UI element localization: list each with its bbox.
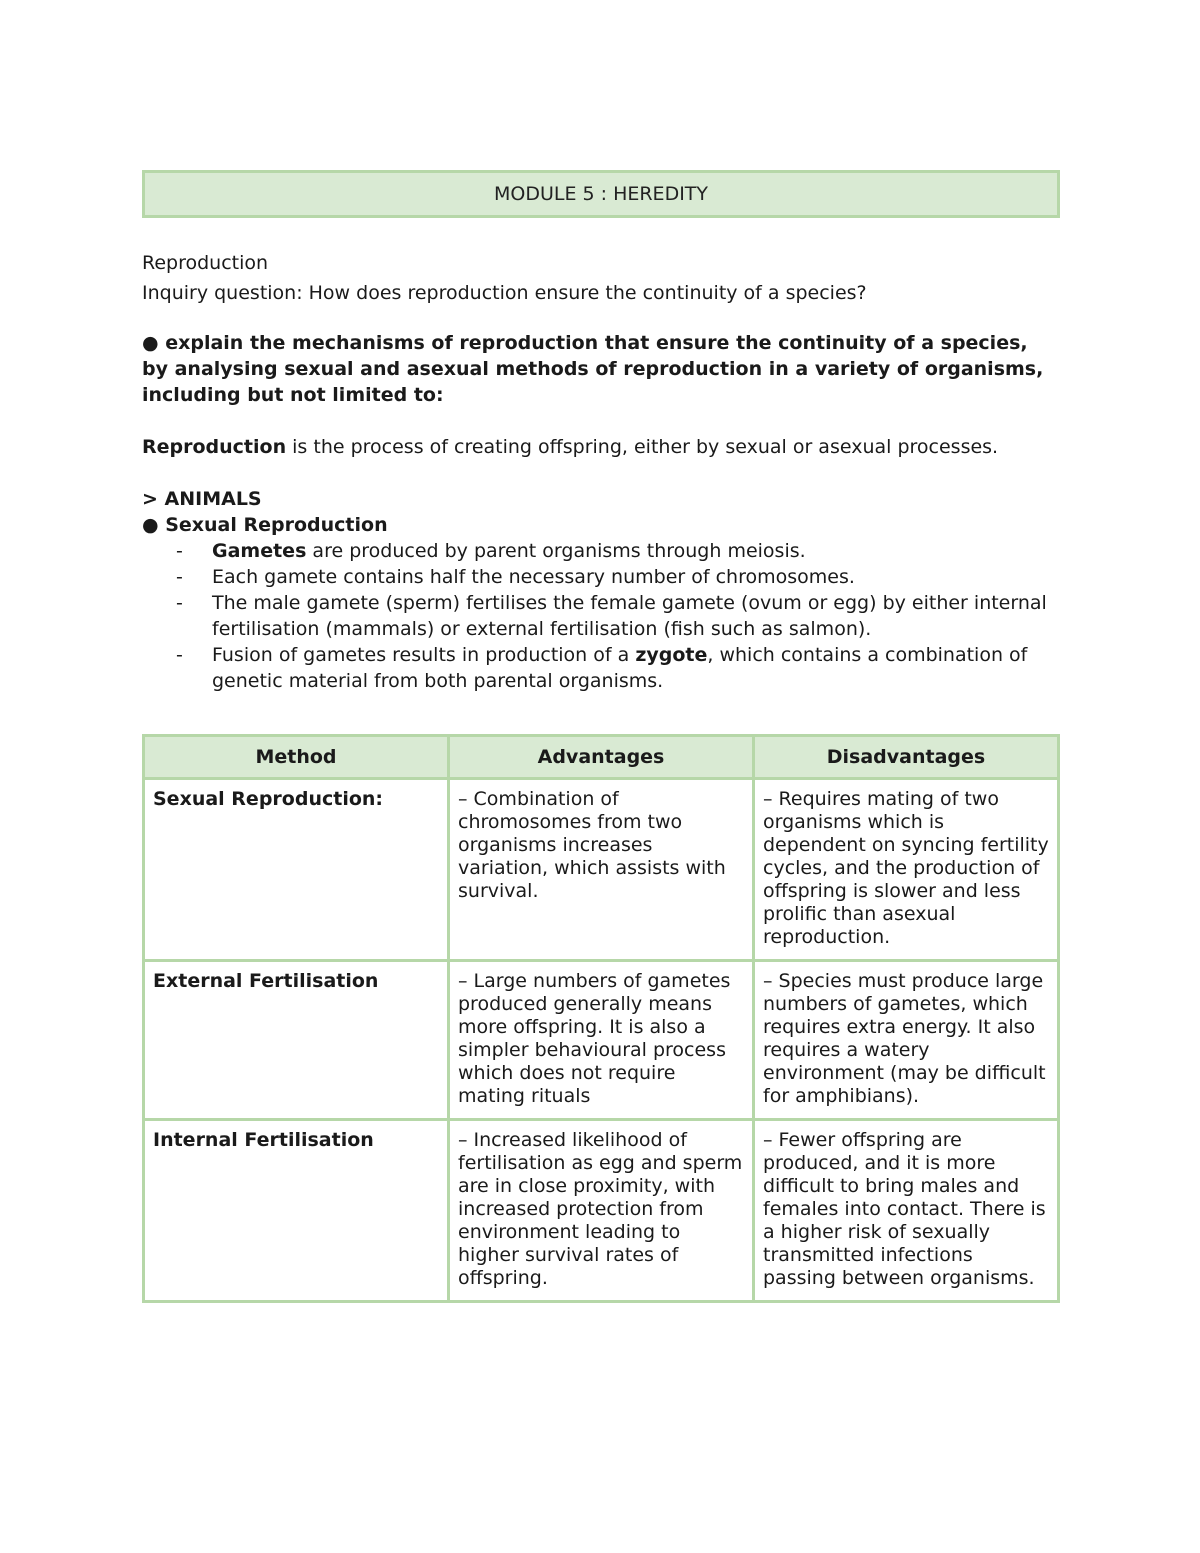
column-header-advantages: Advantages xyxy=(449,736,754,779)
list-item xyxy=(142,642,1060,694)
dash-bullet: - xyxy=(176,566,183,588)
sexual-reproduction-heading: ● Sexual Reproduction xyxy=(142,514,388,536)
definition-text: is the process of creating offspring, either by sexual or asexual processes. xyxy=(286,436,999,458)
zygote-term: zygote xyxy=(635,644,708,666)
advantages-cell: – Combination of chromosomes from two organisms increases variation, which assists with survival. xyxy=(449,779,754,961)
reproduction-definition xyxy=(142,434,1060,460)
advantages-cell: – Large numbers of gametes produced generally means more offspring. It is also a simpler behavioural process which does not require mating rituals xyxy=(449,961,754,1120)
animals-heading: > ANIMALS xyxy=(142,488,262,510)
outcome-text: explain the mechanisms of reproduction that ensure the continuity of a species, by analysing sexual and asexual methods of reproduction in a variety of organisms, including but not limited to: xyxy=(142,332,1044,406)
inquiry-question: Inquiry question: How does reproduction ensure the continuity of a species? xyxy=(142,282,867,304)
method-cell: Internal Fertilisation xyxy=(144,1120,449,1302)
table-row xyxy=(144,779,1059,961)
dash-bullet: - xyxy=(176,592,183,614)
table-header-row xyxy=(144,736,1059,779)
list-item-text: Each gamete contains half the necessary number of chromosomes. xyxy=(212,566,855,588)
list-item-text: The male gamete (sperm) fertilises the female gamete (ovum or egg) by either internal fertilisation (mammals) or external fertilisation (fish such as salmon). xyxy=(212,592,1047,640)
method-cell: Sexual Reproduction: xyxy=(144,779,449,961)
definition-term: Reproduction xyxy=(142,436,287,458)
bullet-icon: ● xyxy=(142,332,159,354)
list-item-text: are produced by parent organisms through meiosis. xyxy=(306,540,806,562)
list-item-text: , which contains a combination of genetic material from both parental organisms. xyxy=(212,644,1028,692)
dash-bullet: - xyxy=(176,540,183,562)
advantages-cell: – Increased likelihood of fertilisation as egg and sperm are in close proximity, with increased protection from environment leading to higher survival rates of offspring. xyxy=(449,1120,754,1302)
list-item xyxy=(142,538,1060,564)
column-header-disadvantages: Disadvantages xyxy=(754,736,1059,779)
disadvantages-cell: – Requires mating of two organisms which is dependent on syncing fertility cycles, and the production of offspring is slower and less prolific than asexual reproduction. xyxy=(754,779,1059,961)
section-title: Reproduction xyxy=(142,252,269,274)
list-item xyxy=(142,564,1060,590)
column-header-method: Method xyxy=(144,736,449,779)
dash-bullet: - xyxy=(176,644,183,666)
list-item xyxy=(142,590,1060,642)
module-title: MODULE 5 : HEREDITY xyxy=(493,183,709,205)
table-row xyxy=(144,961,1059,1120)
disadvantages-cell: – Species must produce large numbers of gametes, which requires extra energy. It also requires a watery environment (may be difficult for amphibians). xyxy=(754,961,1059,1120)
list-item-text: Fusion of gametes results in production of a xyxy=(212,644,636,666)
reproduction-methods-table xyxy=(142,734,1060,1303)
sexual-reproduction-list xyxy=(142,538,1060,694)
method-cell: External Fertilisation xyxy=(144,961,449,1120)
document-page xyxy=(142,170,1060,1303)
disadvantages-cell: – Fewer offspring are produced, and it is more difficult to bring males and females into contact. There is a higher risk of sexually transmitted infections passing between organisms. xyxy=(754,1120,1059,1302)
module-title-banner xyxy=(142,170,1060,218)
gametes-term: Gametes xyxy=(212,540,307,562)
syllabus-outcome xyxy=(142,330,1060,408)
table-row xyxy=(144,1120,1059,1302)
